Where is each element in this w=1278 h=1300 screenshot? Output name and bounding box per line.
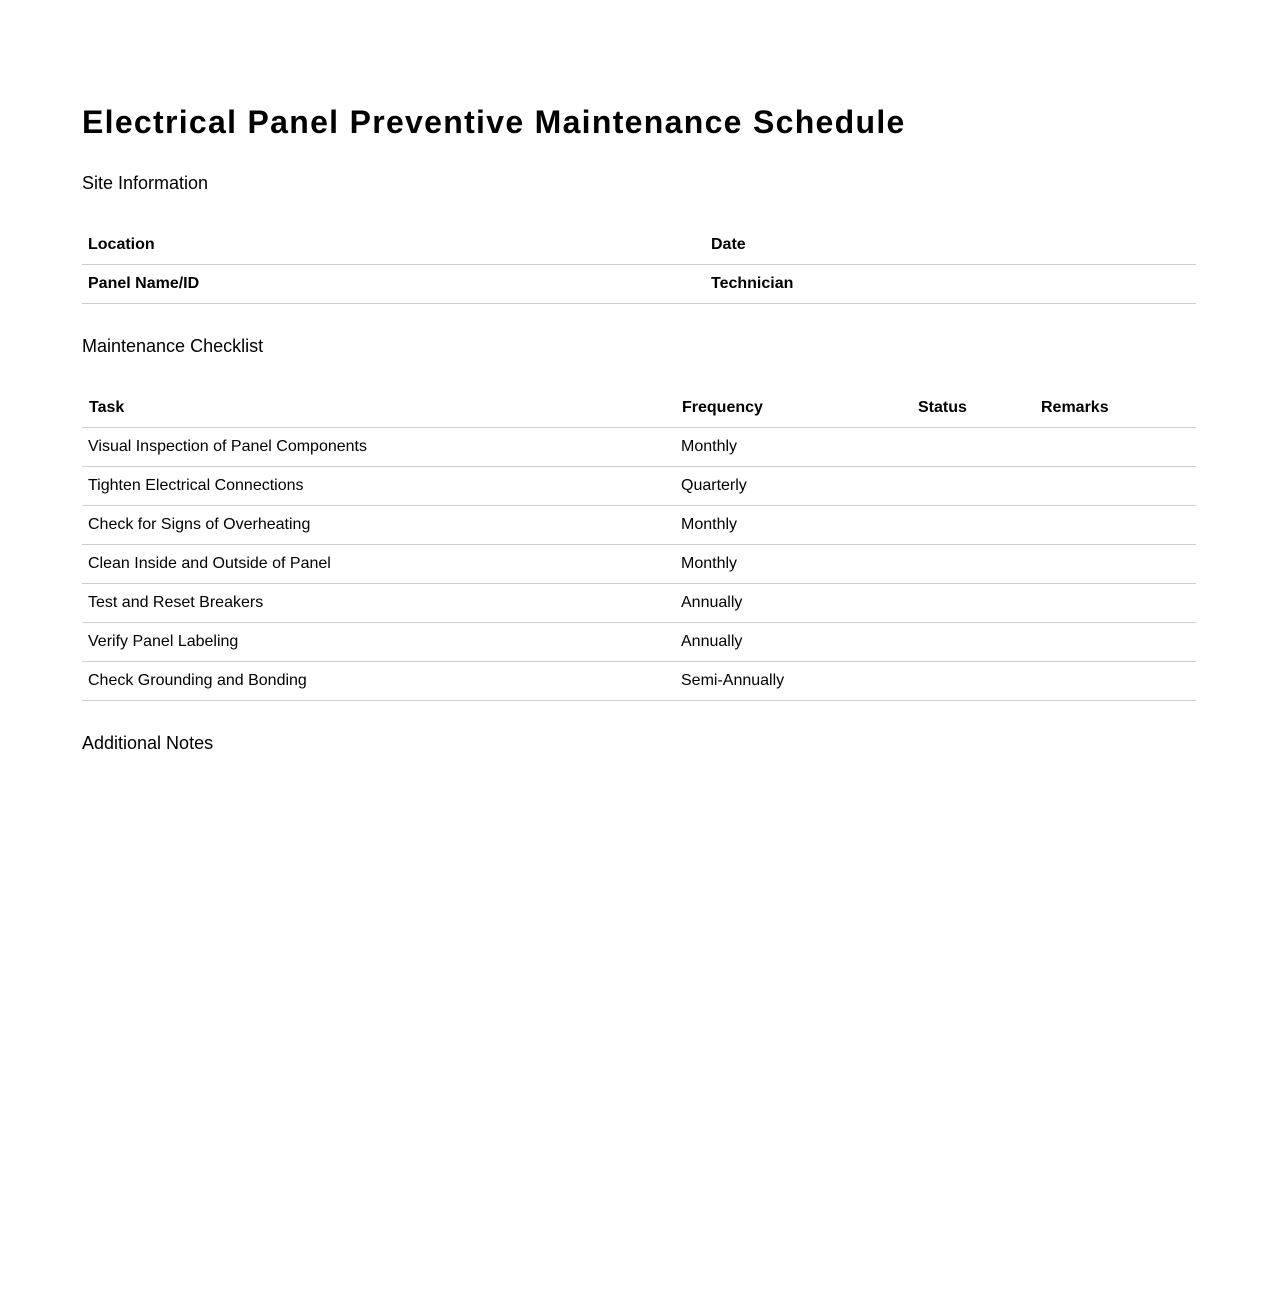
remarks-cell[interactable] (1034, 584, 1196, 623)
task-cell: Clean Inside and Outside of Panel (82, 545, 675, 584)
location-value[interactable] (232, 226, 705, 265)
frequency-cell: Monthly (675, 506, 911, 545)
remarks-cell[interactable] (1034, 428, 1196, 467)
table-row (82, 467, 1196, 506)
task-cell: Verify Panel Labeling (82, 623, 675, 662)
date-label: Date (705, 226, 855, 265)
remarks-cell[interactable] (1034, 662, 1196, 701)
column-header-frequency: Frequency (675, 389, 911, 428)
site-info-row (82, 226, 1196, 265)
frequency-cell: Monthly (675, 545, 911, 584)
table-row (82, 506, 1196, 545)
column-header-status: Status (911, 389, 1034, 428)
panel-name-label: Panel Name/ID (82, 265, 232, 304)
date-value[interactable] (855, 226, 1196, 265)
frequency-cell: Semi-Annually (675, 662, 911, 701)
task-cell: Check Grounding and Bonding (82, 662, 675, 701)
column-header-task: Task (82, 389, 675, 428)
frequency-cell: Quarterly (675, 467, 911, 506)
additional-notes-heading: Additional Notes (82, 733, 214, 753)
maintenance-checklist-table (82, 389, 1196, 701)
site-information-table (82, 226, 1196, 304)
status-cell[interactable] (911, 428, 1034, 467)
additional-notes-content[interactable] (82, 765, 1196, 825)
status-cell[interactable] (911, 584, 1034, 623)
technician-label: Technician (705, 265, 855, 304)
status-cell[interactable] (911, 467, 1034, 506)
maintenance-checklist-heading: Maintenance Checklist (82, 336, 264, 356)
remarks-cell[interactable] (1034, 623, 1196, 662)
technician-value[interactable] (855, 265, 1196, 304)
status-cell[interactable] (911, 506, 1034, 545)
task-cell: Visual Inspection of Panel Components (82, 428, 675, 467)
page-title: Electrical Panel Preventive Maintenance Schedule (82, 104, 906, 140)
frequency-cell: Annually (675, 584, 911, 623)
location-label: Location (82, 226, 232, 265)
frequency-cell: Annually (675, 623, 911, 662)
table-row (82, 623, 1196, 662)
site-information-heading: Site Information (82, 173, 209, 193)
checklist-header-row (82, 389, 1196, 428)
remarks-cell[interactable] (1034, 506, 1196, 545)
task-cell: Check for Signs of Overheating (82, 506, 675, 545)
frequency-cell: Monthly (675, 428, 911, 467)
status-cell[interactable] (911, 545, 1034, 584)
table-row (82, 662, 1196, 701)
task-cell: Test and Reset Breakers (82, 584, 675, 623)
table-row (82, 428, 1196, 467)
task-cell: Tighten Electrical Connections (82, 467, 675, 506)
panel-name-value[interactable] (232, 265, 705, 304)
column-header-remarks: Remarks (1034, 389, 1196, 428)
status-cell[interactable] (911, 662, 1034, 701)
remarks-cell[interactable] (1034, 545, 1196, 584)
status-cell[interactable] (911, 623, 1034, 662)
table-row (82, 584, 1196, 623)
table-row (82, 545, 1196, 584)
site-info-row (82, 265, 1196, 304)
remarks-cell[interactable] (1034, 467, 1196, 506)
